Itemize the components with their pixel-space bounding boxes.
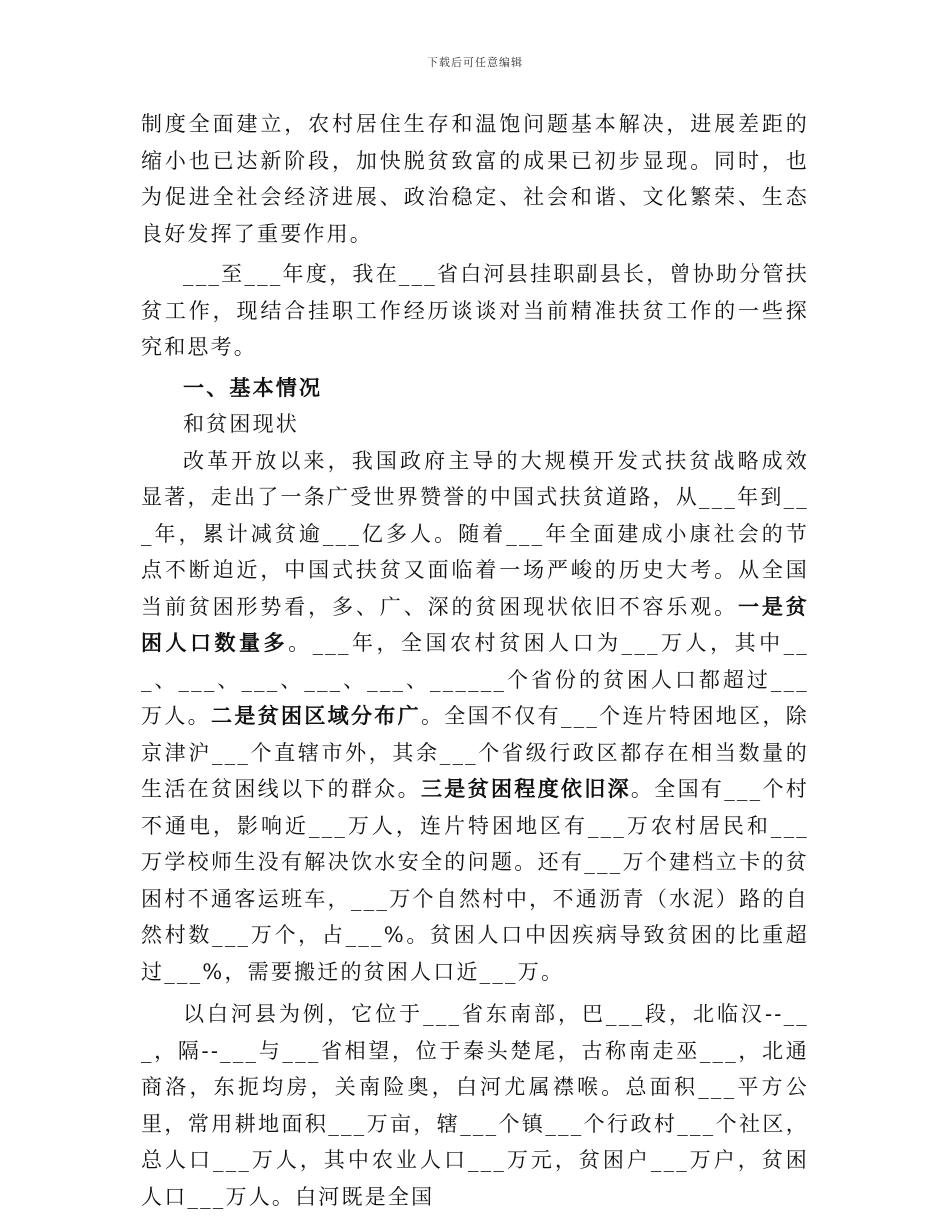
- text-run: 。全国不仅有___个连片特困地区，除京津沪___个直辖市外，其余___个省级行政区都存在相当数量的生活在贫困线以下的群众。: [141, 704, 809, 801]
- text-run: 。全国有___个村不通电，影响近___万人，连片特困地区有___万农村居民和___万学校师生没有解决饮水安全的问题。还有___万个建档立卡的贫困村不通客运班车，___万个自然村中，不通沥青（水泥）路的自然村数___万个，占___%。贫困人口中因疾病导致贫困的比重超过___%，需要搬迁的贫困人口近___万。: [141, 777, 809, 984]
- document-body: [141, 106, 809, 1215]
- bold-point-1: 一是贫困人口数量多: [141, 593, 809, 655]
- paragraph-national-poverty: [141, 443, 809, 991]
- section-heading-basic: 一、基本情况: [183, 374, 323, 400]
- paragraph-intro: 制度全面建立，农村居住生存和温饱问题基本解决，进展差距的缩小也已达新阶段，加快脱贫致富的成果已初步显现。同时，也为促进全社会经济进展、政治稳定、社会和谐、文化繁荣、生态良好发挥了重要作用。: [141, 112, 809, 246]
- paragraph-baihe-county: 以白河县为例，它位于___省东南部，巴___段，北临汉--___，隔--___与___省相望，位于秦头楚尾，古称南走巫___，北通商洛，东扼均房，关南险奥，白河尤属襟喉。总面积___平方公里，常用耕地面积___万亩，辖___个镇___个行政村___个社区，总人口___万人，其中农业人口___万元，贫困户___万户，贫困人口___万人。白河既是全国: [141, 1002, 809, 1209]
- bold-point-3: 三是贫困程度依旧深: [420, 776, 631, 801]
- text-run: 改革开放以来，我国政府主导的大规模开发式扶贫战略成效显著，走出了一条广受世界赞誉的中国式扶贫道路，从___年到___年，累计减贫逾___亿多人。随着___年全面建成小康社会的节点不断迫近，中国式扶贫又面临着一场严峻的历史大考。从全国当前贫困形势看，多、广、深的贫困现状依旧不容乐观。: [141, 448, 809, 619]
- paragraph-assignment: ___至___年度，我在___省白河县挂职副县长，曾协助分管扶贫工作，现结合挂职工作经历谈谈对当前精准扶贫工作的一些探究和思考。: [141, 262, 809, 359]
- page-header: 下载后可任意编辑: [427, 56, 523, 69]
- bold-point-2: 二是贫困区域分布广: [211, 703, 421, 728]
- text-run: 。___年，全国农村贫困人口为___万人，其中___、___、___、___、___、______个省份的贫困人口都超过___万人。: [141, 631, 810, 728]
- paragraph-subheading: 和贫困现状: [183, 412, 299, 436]
